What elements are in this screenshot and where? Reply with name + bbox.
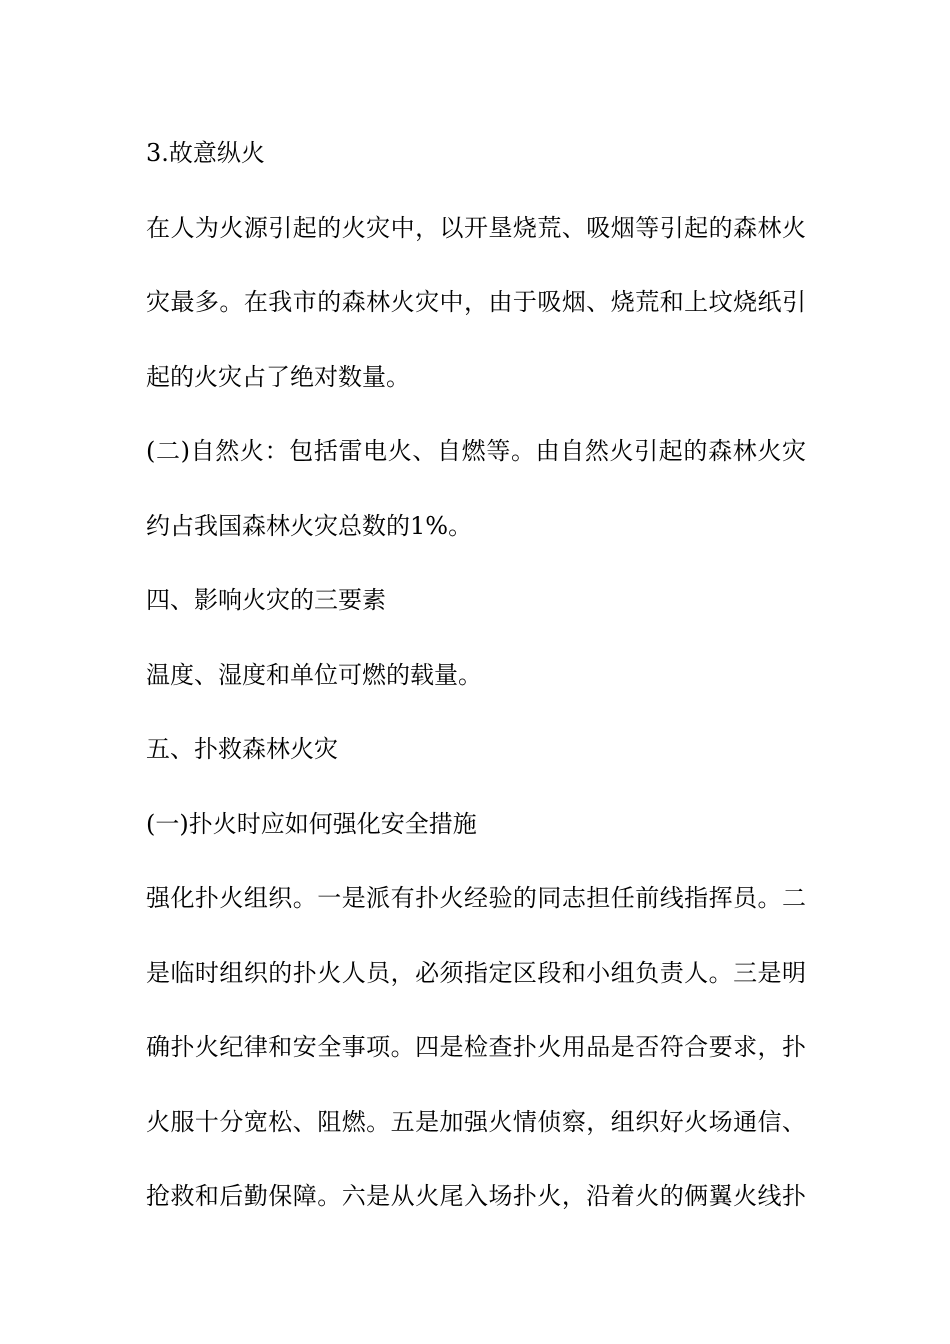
subheading-intentional-arson: 3.故意纵火	[146, 139, 265, 167]
document-body	[146, 116, 806, 1234]
paragraph-line: 灾最多。在我市的森林火灾中，由于吸烟、烧荒和上坟烧纸引	[146, 288, 806, 316]
subheading-safety-measures: (一)扑火时应如何强化安全措施	[146, 809, 477, 838]
paragraph-line: 火服十分宽松、阻燃。五是加强火情侦察，组织好火场通信、	[146, 1107, 806, 1136]
paragraph-line: (二)自然火：包括雷电火、自燃等。由自然火引起的森林火灾	[146, 437, 806, 465]
section-heading-three-factors: 四、影响火灾的三要素	[146, 586, 386, 614]
paragraph-line: 确扑火纪律和安全事项。四是检查扑火用品是否符合要求，扑	[146, 1033, 806, 1061]
section-heading-firefighting: 五、扑救森林火灾	[146, 735, 338, 763]
paragraph-line: 抢救和后勤保障。六是从火尾入场扑火，沿着火的俩翼火线扑	[146, 1182, 806, 1210]
paragraph-line: 约占我国森林火灾总数的1%。	[146, 511, 473, 540]
paragraph-line: 强化扑火组织。一是派有扑火经验的同志担任前线指挥员。二	[146, 884, 806, 912]
paragraph-line: 在人为火源引起的火灾中，以开垦烧荒、吸烟等引起的森林火	[146, 213, 806, 242]
paragraph-line: 温度、湿度和单位可燃的载量。	[146, 660, 482, 689]
paragraph-line: 是临时组织的扑火人员，必须指定区段和小组负责人。三是明	[146, 958, 806, 987]
paragraph-line: 起的火灾占了绝对数量。	[146, 362, 410, 391]
